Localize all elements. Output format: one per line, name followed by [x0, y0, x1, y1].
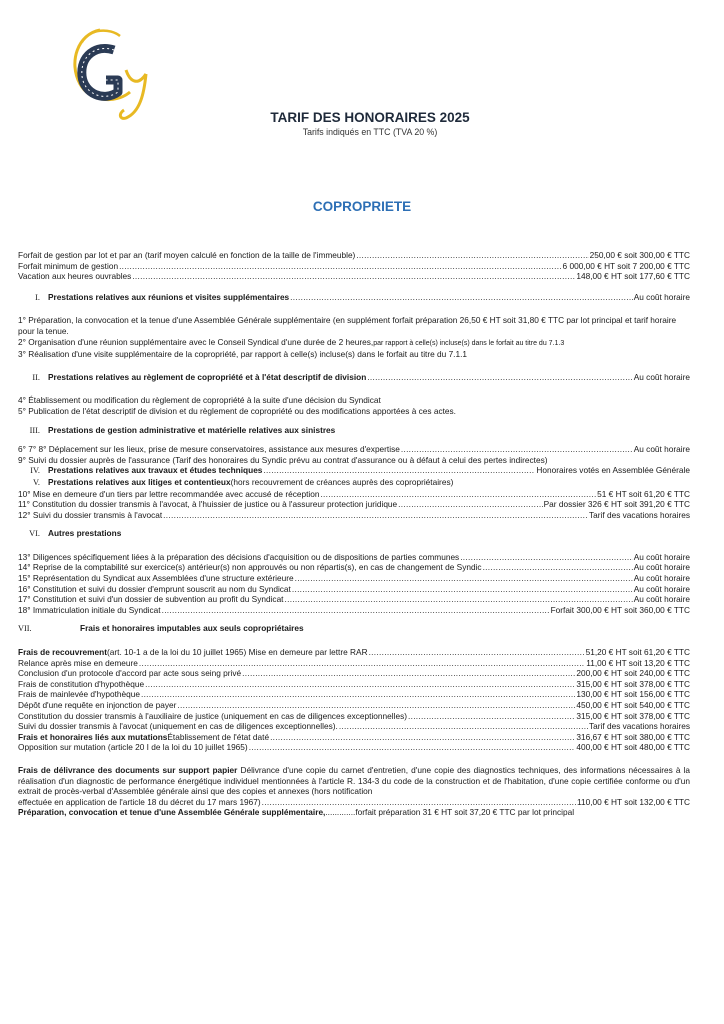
page-subtitle: Tarifs indiqués en TTC (TVA 20 %) — [302, 127, 438, 137]
item-text: 4° Établissement ou modification du règlement de copropriété à la suite d'une décision du Syndicat — [18, 395, 381, 406]
fee-row: Forfait minimum de gestion ..... 6 000,00 € HT soit 7 200,00 € TTC — [18, 261, 690, 272]
item-text: 1° Préparation, la convocation et la tenue d'une Assemblée Générale supplémentaire (en supplément forfait préparation 26,50 € HT soit 31,80 € TTC par lot principal et tarif horaire pour la tenue. — [18, 315, 677, 336]
fee-row: Relance après mise en demeure ..... 11,00 € HT soit 13,20 € TTC — [18, 658, 690, 669]
fee-row: 6° 7° 8° Déplacement sur les lieux, prise de mesure conservatoires, assistance aux mesures d'expertise ..... Au coût horaire — [18, 444, 690, 455]
section-heading-7: VII. Frais et honoraires imputables aux seuls copropriétaires — [18, 623, 304, 634]
section-title: COPROPRIETE — [312, 199, 412, 214]
fee-row: 14° Reprise de la comptabilité sur exercice(s) antérieur(s) non approuvés ou non répartis(s), en cas de changement de Syndic ..... Au coût horaire — [18, 562, 690, 573]
section-heading-2: II. Prestations relatives au règlement de copropriété et à l'état descriptif de division ..... Au coût horaire — [18, 372, 690, 384]
fee-row: Vacation aux heures ouvrables ..... 148,00 € HT soit 177,60 € TTC — [18, 271, 690, 282]
fee-row: Frais de recouvrement (art. 10-1 a de la loi du 10 juillet 1965) Mise en demeure par lettre RAR ..... 51,20 € HT soit 61,20 € TTC — [18, 647, 690, 658]
item-text: 2° Organisation d'une réunion supplémentaire avec le Conseil Syndical d'une durée de 2 heures, par rapport à celle(s) incluse(s) dans le forfait au titre du 7.1.3 — [18, 336, 565, 347]
item-text: 3° Réalisation d'une visite supplémentaire de la copropriété, par rapport à celle(s) incluse(s) dans le forfait au titre du 7.1.1 — [18, 349, 468, 360]
fee-row: Opposition sur mutation (article 20 I de la loi du 10 juillet 1965) ..... 400,00 € HT soit 480,00 € TTC — [18, 742, 690, 753]
section-heading-1: I. Prestations relatives aux réunions et visites supplémentaires ..... Au coût horaire — [18, 292, 690, 304]
fee-list — [18, 250, 690, 818]
section-heading-4: IV. Prestations relatives aux travaux et études techniques ..... Honoraires votés en Assemblée Générale — [18, 465, 690, 477]
fee-row: 15° Représentation du Syndicat aux Assemblées d'une structure extérieure ..... Au coût horaire — [18, 573, 690, 584]
fee-row: 12° Suivi du dossier transmis à l'avocat ..... Tarif des vacations horaires — [18, 510, 690, 521]
fee-row: 17° Constitution et suivi d'un dossier de subvention au profit du Syndicat ..... Au coût horaire — [18, 594, 690, 605]
fee-row: Dépôt d'une requête en injonction de payer ..... 450,00 € HT soit 540,00 € TTC — [18, 700, 690, 711]
documents-paragraph: Frais de délivrance des documents sur support papier Délivrance d'une copie du carnet d'entretien, d'une copie des diagnostics techniques, des informations nécessaires à la réalisation d'un diagnostic de performance énergétique individuel mentionnées à l'article R. 134-3 du code de la construction et de l'habitation, d'une copie certifiée conforme ou d'un extrait de procès-verbal d'Assemblée générale ainsi que des copies et annexes (hors notification — [18, 764, 690, 797]
fee-row: Constitution du dossier transmis à l'auxiliaire de justice (uniquement en cas de diligences exceptionnelles) ..... 315,00 € HT soit 378,00 € TTC — [18, 711, 690, 722]
company-logo — [60, 22, 168, 124]
fee-row: Frais de mainlevée d'hypothèque ..... 130,00 € HT soit 156,00 € TTC — [18, 689, 690, 700]
fee-row: Conclusion d'un protocole d'accord par acte sous seing privé ..... 200,00 € HT soit 240,00 € TTC — [18, 668, 690, 679]
section-heading-6: VI. Autres prestations — [29, 528, 122, 539]
fee-row: effectuée en application de l'article 18 du décret du 17 mars 1967) ..... 110,00 € HT soit 132,00 € TTC — [18, 797, 690, 808]
fee-row: Frais de constitution d'hypothèque ..... 315,00 € HT soit 378,00 € TTC — [18, 679, 690, 690]
section-heading-5: V. Prestations relatives aux litiges et contentieux (hors recouvrement de créances auprès des copropriétaires) — [33, 476, 454, 487]
fee-row: Forfait de gestion par lot et par an (tarif moyen calculé en fonction de la taille de l'immeuble) ..... 250,00 € soit 300,00 € TTC — [18, 250, 690, 261]
fee-row: 11° Constitution du dossier transmis à l'avocat, à l'huissier de justice ou à l'assureur protection juridique ..... Par dossier 326 € HT soit 391,20 € TTC — [18, 499, 690, 510]
fee-row: Frais et honoraires liés aux mutations Établissement de l'état daté ..... 316,67 € HT soit 380,00 € TTC — [18, 732, 690, 743]
fee-row: Préparation, convocation et tenue d'une Assemblée Générale supplémentaire, ............. forfait préparation 31 € HT soit 37,20 € TTC par lot principal — [18, 807, 575, 818]
fee-row: Suivi du dossier transmis à l'avocat (uniquement en cas de diligences exceptionnelles). ..... Tarif des vacations horaires — [18, 721, 690, 732]
section-heading-3: III. Prestations de gestion administrative et matérielle relatives aux sinistres — [29, 424, 336, 435]
item-text: 5° Publication de l'état descriptif de division et du règlement de copropriété ou des modifications apportées à ces actes. — [18, 405, 456, 416]
fee-row: 13° Diligences spécifiquement liées à la préparation des décisions d'acquisition ou de dispositions de parties communes ..... Au coût horaire — [18, 552, 690, 563]
fee-row: 10° Mise en demeure d'un tiers par lettre recommandée avec accusé de réception ..... 51 € HT soit 61,20 € TTC — [18, 489, 690, 500]
fee-row: 16° Constitution et suivi du dossier d'emprunt souscrit au nom du Syndicat ..... Au coût horaire — [18, 584, 690, 595]
item-text: 9° Suivi du dossier auprès de l'assurance (Tarif des honoraires du Syndic prévu au contrat d'assurance ou à défaut à celui des pertes indirectes) — [18, 454, 548, 465]
fee-row: 18° Immatriculation initiale du Syndicat ..... Forfait 300,00 € HT soit 360,00 € TTC — [18, 605, 690, 616]
page-title: TARIF DES HONORAIRES 2025 — [270, 110, 470, 125]
